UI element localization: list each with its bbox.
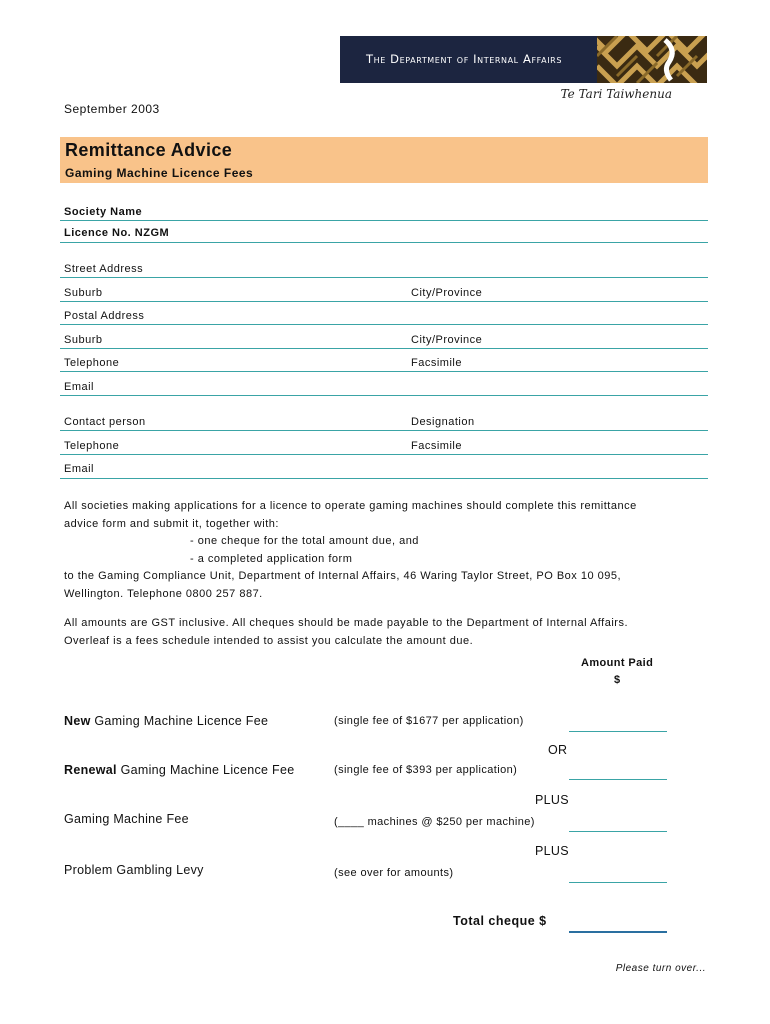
- gaming-machine-fee-label: Gaming Machine Fee: [64, 812, 189, 826]
- amount-paid-header: Amount Paid: [581, 657, 654, 669]
- gst-line: Overleaf is a fees schedule intended to assist you calculate the amount due.: [64, 634, 474, 647]
- suburb-city-line[interactable]: [60, 301, 708, 302]
- postal-suburb-city-line[interactable]: [60, 348, 708, 349]
- instructions-line: All societies making applications for a licence to operate gaming machines should complete this remittance: [64, 500, 637, 512]
- renewal-fee-amount-field[interactable]: [569, 779, 667, 780]
- plus-connector-2: PLUS: [535, 844, 569, 858]
- licence-no-line[interactable]: [60, 242, 708, 243]
- city-province-label: City/Province: [411, 287, 483, 299]
- new-fee-note: (single fee of $1677 per application): [334, 715, 524, 727]
- renewal-keyword: Renewal: [64, 763, 117, 777]
- form-title: Remittance Advice: [65, 140, 233, 160]
- plus-connector: PLUS: [535, 793, 569, 807]
- gaming-machine-fee-amount-field[interactable]: [569, 831, 667, 832]
- contact-telephone-label: Telephone: [64, 440, 120, 452]
- new-keyword: New: [64, 714, 91, 728]
- contact-telephone-fax-line[interactable]: [60, 454, 708, 455]
- contact-designation-line[interactable]: [60, 430, 708, 431]
- instructions-paragraph: [64, 498, 704, 603]
- postal-suburb-label: Suburb: [64, 334, 103, 346]
- new-licence-fee-label: [64, 714, 268, 728]
- contact-email-label: Email: [64, 463, 95, 475]
- gaming-machine-fee-note: (____ machines @ $250 per machine): [334, 816, 535, 828]
- contact-person-label: Contact person: [64, 416, 146, 428]
- instructions-line: Wellington. Telephone 0800 257 887.: [64, 587, 263, 600]
- street-address-label: Street Address: [64, 263, 144, 275]
- maori-department-name: Te Tari Taiwhenua: [560, 87, 672, 101]
- renewal-fee-note: (single fee of $393 per application): [334, 764, 518, 776]
- licence-no-label: Licence No. NZGM: [64, 227, 170, 239]
- email-label: Email: [64, 381, 95, 393]
- currency-symbol: $: [614, 674, 621, 686]
- suburb-label: Suburb: [64, 287, 103, 299]
- problem-gambling-levy-note: (see over for amounts): [334, 867, 454, 879]
- email-line[interactable]: [60, 395, 708, 396]
- form-subtitle: Gaming Machine Licence Fees: [65, 166, 254, 180]
- or-connector: OR: [548, 743, 568, 757]
- facsimile-label: Facsimile: [411, 357, 462, 369]
- instructions-bullet: - one cheque for the total amount due, and: [190, 535, 419, 547]
- postal-address-line[interactable]: [60, 324, 708, 325]
- problem-gambling-levy-amount-field[interactable]: [569, 882, 667, 883]
- designation-label: Designation: [411, 416, 475, 428]
- total-cheque-amount-field[interactable]: [569, 931, 667, 933]
- street-address-line[interactable]: [60, 277, 708, 278]
- department-name: The Department of Internal Affairs: [366, 52, 562, 66]
- title-band: [60, 137, 708, 183]
- new-fee-text: Gaming Machine Licence Fee: [90, 714, 269, 728]
- issue-date: September 2003: [64, 102, 160, 116]
- department-logo: [340, 36, 707, 83]
- woven-pattern-icon: [597, 36, 707, 83]
- instructions-bullet: - a completed application form: [190, 552, 353, 565]
- new-fee-amount-field[interactable]: [569, 731, 667, 732]
- problem-gambling-levy-label: Problem Gambling Levy: [64, 863, 204, 877]
- telephone-fax-line[interactable]: [60, 371, 708, 372]
- society-name-label: Society Name: [64, 206, 143, 218]
- total-cheque-label: Total cheque $: [453, 914, 547, 928]
- society-name-line[interactable]: [60, 220, 708, 221]
- telephone-label: Telephone: [64, 357, 120, 369]
- renewal-licence-fee-label: [64, 763, 294, 777]
- gst-line: All amounts are GST inclusive. All cheques should be made payable to the Department of Internal Affairs.: [64, 617, 628, 629]
- renewal-fee-text: Gaming Machine Licence Fee: [116, 763, 295, 777]
- postal-address-label: Postal Address: [64, 310, 145, 322]
- instructions-line: advice form and submit it, together with:: [64, 517, 279, 530]
- gst-paragraph: [64, 615, 704, 650]
- contact-email-line[interactable]: [60, 478, 708, 479]
- contact-facsimile-label: Facsimile: [411, 440, 462, 452]
- postal-city-province-label: City/Province: [411, 334, 483, 346]
- instructions-line: to the Gaming Compliance Unit, Department of Internal Affairs, 46 Waring Taylor Street, PO Box 10 095,: [64, 570, 622, 582]
- please-turn-over-note: Please turn over...: [615, 963, 706, 974]
